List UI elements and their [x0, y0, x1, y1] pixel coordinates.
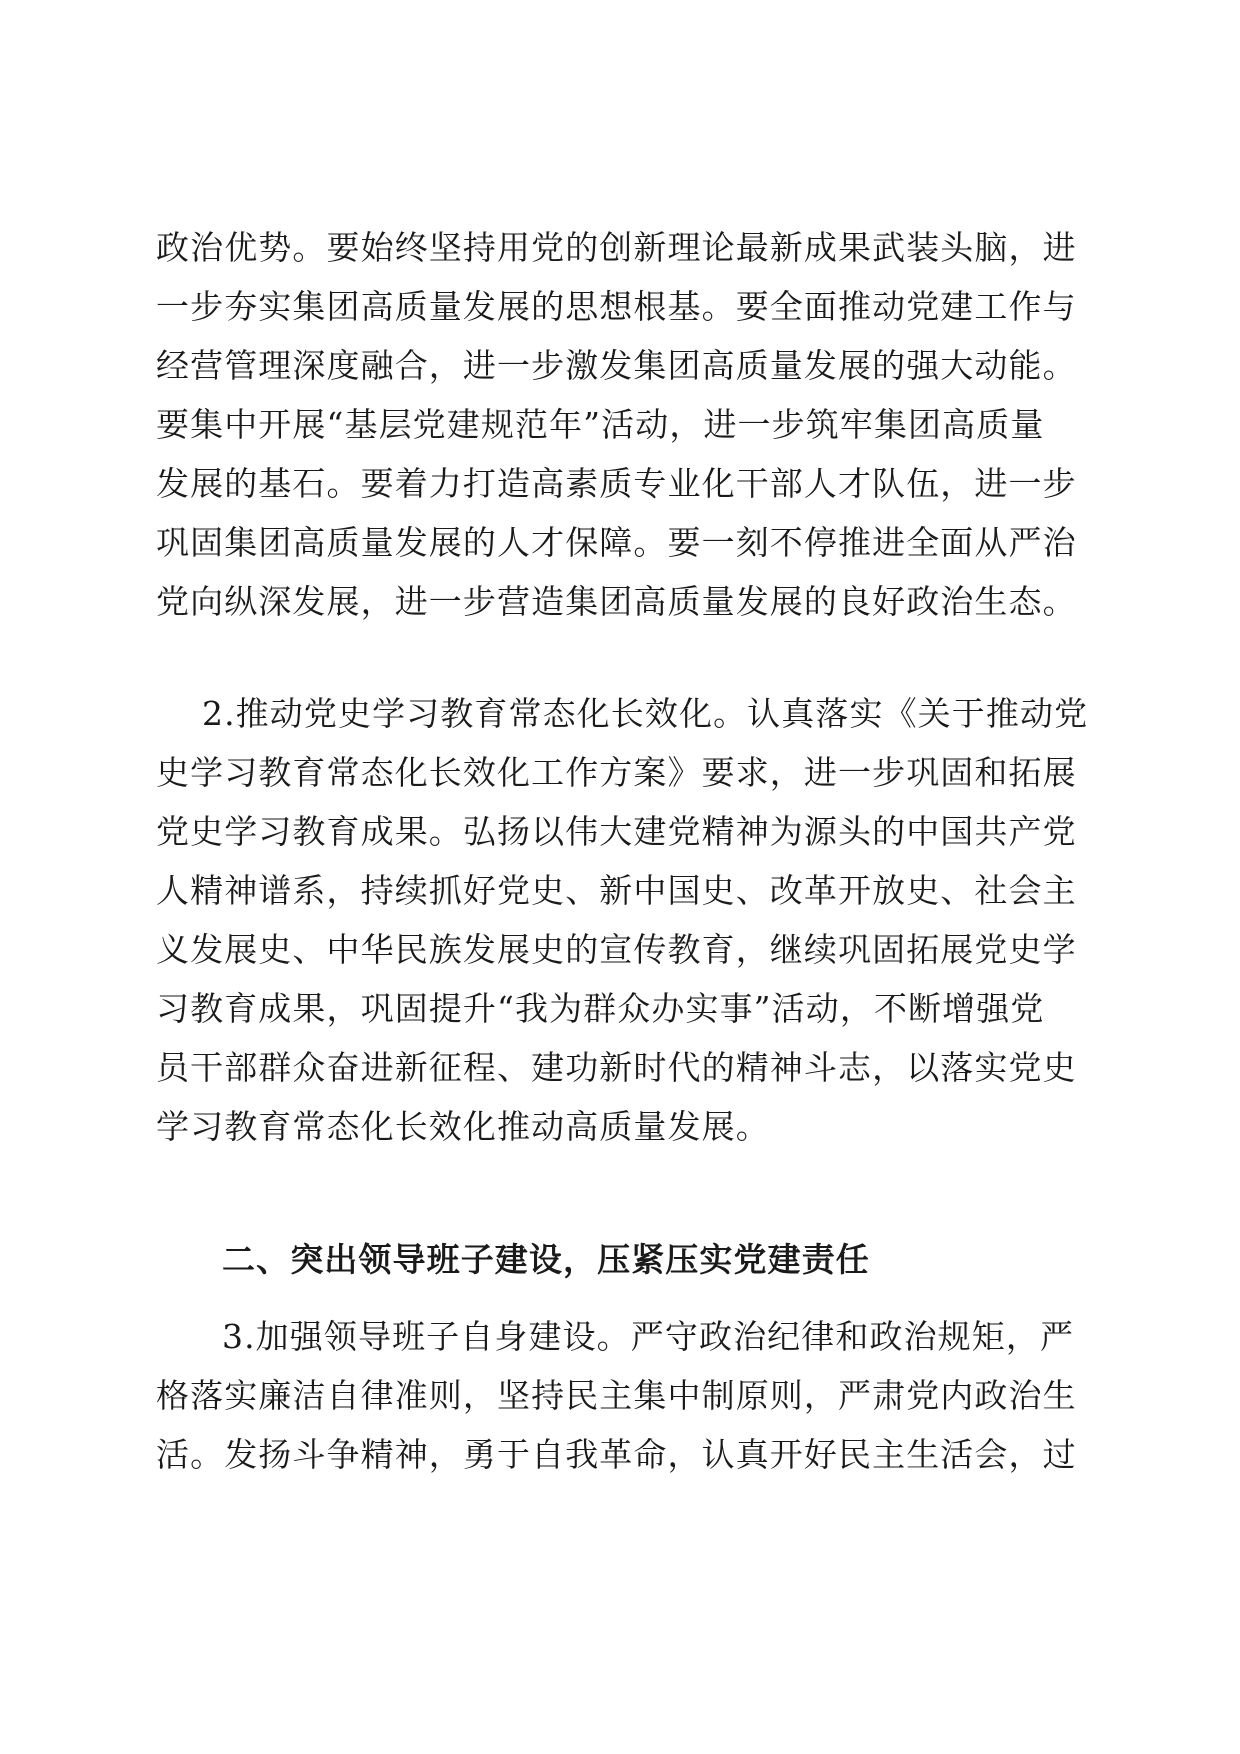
paragraph-line: 要集中开展“基层党建规范年”活动，进一步筑牢集团高质量 — [156, 405, 1045, 444]
paragraph-line: 史学习教育常态化长效化工作方案》要求，进一步巩固和拓展 — [156, 753, 1077, 792]
paragraph-line: 巩固集团高质量发展的人才保障。要一刻不停推进全面从严治 — [156, 523, 1077, 562]
paragraph-line: 员干部群众奋进新征程、建功新时代的精神斗志，以落实党史 — [156, 1048, 1077, 1087]
section-heading: 二、突出领导班子建设，压紧压实党建责任 — [222, 1240, 870, 1279]
paragraph-line: 经营管理深度融合，进一步激发集团高质量发展的强大动能。 — [156, 346, 1077, 385]
paragraph-line: 义发展史、中华民族发展史的宣传教育，继续巩固拓展党史学 — [156, 930, 1077, 969]
paragraph-line: 党向纵深发展，进一步营造集团高质量发展的良好政治生态。 — [156, 582, 1077, 621]
paragraph-2 — [156, 684, 1096, 1156]
paragraph-line: 人精神谱系，持续抓好党史、新中国史、改革开放史、社会主 — [156, 871, 1077, 910]
paragraph-1 — [156, 218, 1096, 631]
paragraph-line: 一步夯实集团高质量发展的思想根基。要全面推动党建工作与 — [156, 287, 1077, 326]
paragraph-line: 3.加强领导班子自身建设。严守政治纪律和政治规矩，严 — [222, 1317, 1075, 1356]
paragraph-line: 习教育成果，巩固提升“我为群众办实事”活动，不断增强党 — [156, 989, 1045, 1028]
paragraph-line: 政治优势。要始终坚持用党的创新理论最新成果武装头脑，进 — [156, 228, 1077, 267]
paragraph-line: 格落实廉洁自律准则，坚持民主集中制原则，严肃党内政治生 — [156, 1376, 1077, 1415]
paragraph-line: 2.推动党史学习教育常态化长效化。认真落实《关于推动党 — [202, 694, 1089, 733]
paragraph-line: 学习教育常态化长效化推动高质量发展。 — [156, 1107, 770, 1146]
paragraph-3 — [156, 1307, 1096, 1484]
paragraph-line: 党史学习教育成果。弘扬以伟大建党精神为源头的中国共产党 — [156, 812, 1077, 851]
paragraph-line: 活。发扬斗争精神，勇于自我革命，认真开好民主生活会，过 — [156, 1435, 1077, 1474]
paragraph-line: 发展的基石。要着力打造高素质专业化干部人才队伍，进一步 — [156, 464, 1077, 503]
